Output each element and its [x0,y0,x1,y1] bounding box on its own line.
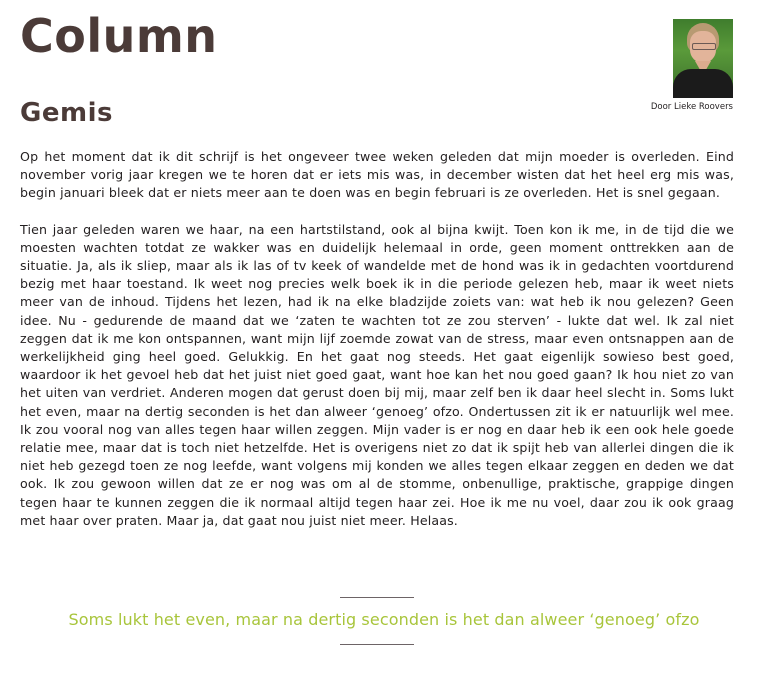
paragraph: Op het moment dat ik dit schrijf is het ongeveer twee weken geleden dat mijn moeder is overleden. Eind november vorig jaar kregen we te horen dat er iets mis was, in december wisten dat het heel erg mis was, begin januari bleek dat er niets meer aan te doen was en begin februari is ze overleden. Het is snel gegaan. [20,149,734,201]
photo-glasses [692,43,716,50]
photo-shirt [673,69,733,98]
quote-divider-bottom [340,644,414,645]
article-title: Gemis [20,98,113,128]
page-title: Column [20,9,218,63]
quote-divider-top [340,597,414,598]
author-photo [673,19,733,98]
article-body [20,148,734,548]
paragraph: Tien jaar geleden waren we haar, na een hartstilstand, ook al bijna kwijt. Toen kon ik me, in de tijd die we moesten wachten totdat ze wakker was en duidelijk helemaal in orde, geen moment onttrekken aan de situatie. Ja, als ik sliep, maar als ik las of tv keek of wandelde met de hond was ik in gedachten voortdurend bezig met haar toestand. Ik weet nog precies welk boek ik in die periode gelezen heb, maar ik weet niets meer van de inhoud. Tijdens het lezen, had ik na elke bladzijde zoiets van: wat heb ik nou gelezen? Geen idee. Nu - gedurende de maand dat we ‘zaten te wachten tot ze zou sterven’ - lukte dat wel. Ik zal niet zeggen dat ik me kon ontspannen, want mijn lijf zoemde zowat van de stress, maar even ontsnappen aan de werkelijkheid ging heel goed. Gelukkig. En het gaat nog steeds. Het gaat eigenlijk sowieso best goed, waardoor ik het gevoel heb dat het juist niet goed gaat, want hoe kan het nou goed gaan? Ik hou niet zo van het uiten van verdriet. Anderen mogen dat gerust doen bij mij, maar zelf ben ik daar heel slecht in. Soms lukt het even, maar na dertig seconden is het dan alweer ‘genoeg’ ofzo. Ondertussen zit ik er natuurlijk wel mee. Ik zou vooral nog van alles tegen haar willen zeggen. Mijn vader is er nog en daar heb ik een ook hele goede relatie mee, maar dat is toch niet hetzelfde. Het is overigens niet zo dat ik spijt heb van allerlei dingen die ik niet heb gezegd toen ze nog leefde, want volgens mij konden we alles tegen elkaar zeggen en deden we dat ook. Ik zou gewoon willen dat ze er nog was om al de stomme, onbenullige, praktische, grappige dingen tegen haar te kunnen zeggen die ik normaal altijd tegen haar zei. Hoe ik me nu voel, daar zou ik ook graag met haar over praten. Maar ja, dat gaat nou juist niet meer. Helaas. [20,221,734,528]
author-byline: Door Lieke Roovers [650,102,733,112]
pull-quote: Soms lukt het even, maar na dertig seconden is het dan alweer ‘genoeg’ ofzo [68,610,700,629]
